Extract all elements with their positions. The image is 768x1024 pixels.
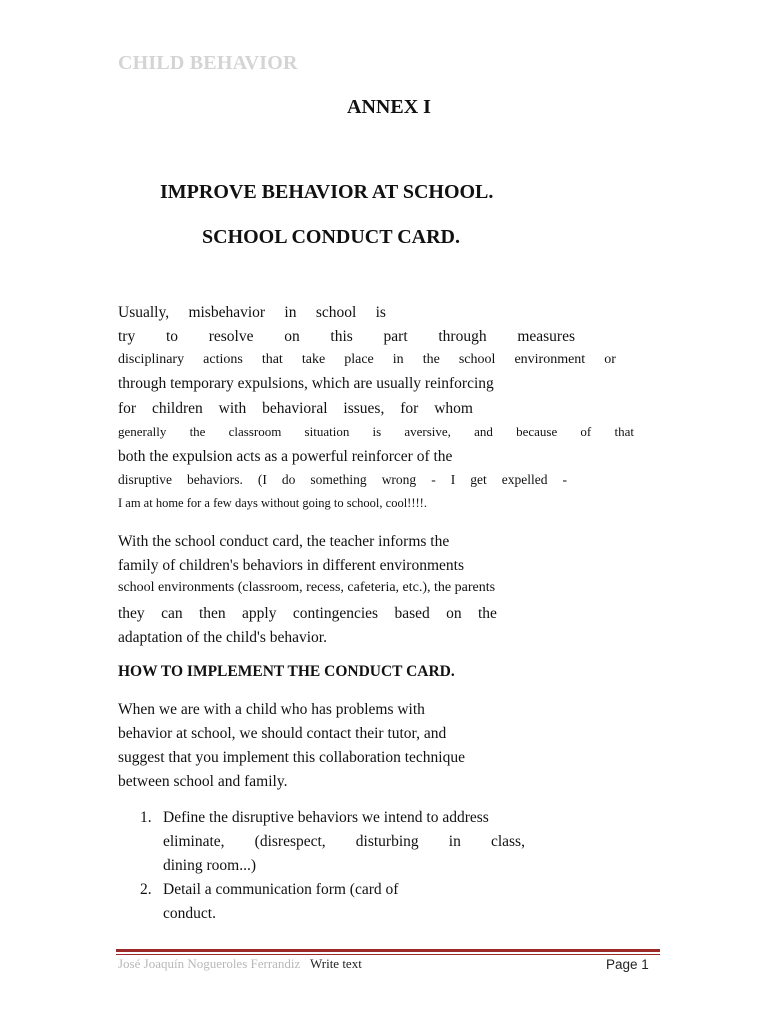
word: I (450, 472, 456, 487)
word: disruptive (118, 472, 172, 487)
word: or (604, 352, 616, 367)
word: of (580, 424, 592, 439)
list-item-2-line-2: conduct. (163, 905, 216, 922)
word: actions (203, 352, 243, 367)
word: generally (118, 424, 167, 439)
paragraph-3-line-2: behavior at school, we should contact their tutor, and (118, 725, 447, 742)
word: whom (434, 400, 473, 417)
list-item-1-line-1: Define the disruptive behaviors we intend to address (163, 809, 489, 826)
paragraph-2-line-5: adaptation of the child's behavior. (118, 629, 327, 646)
list-item-1-line-3: dining room...) (163, 857, 256, 874)
word: disciplinary (118, 352, 185, 367)
word: classroom (228, 424, 282, 439)
word: something (310, 472, 367, 487)
word: the (189, 424, 206, 439)
word: school (315, 304, 357, 321)
paragraph-1-line-2 (118, 328, 575, 346)
word: school (458, 352, 496, 367)
annex-title: ANNEX I (347, 96, 431, 118)
paragraph-1-line-4: through temporary expulsions, which are usually reinforcing (118, 375, 494, 392)
paragraph-1-line-5 (118, 400, 473, 418)
word: the (422, 352, 440, 367)
word: with (218, 400, 247, 417)
word: on (284, 328, 300, 345)
word: get (470, 472, 487, 487)
document-title-line-1: IMPROVE BEHAVIOR AT SCHOOL. (160, 181, 494, 203)
word: resolve (208, 328, 254, 345)
word: contingencies (292, 605, 379, 622)
word: situation (304, 424, 350, 439)
word: class, (490, 833, 525, 850)
word: that (614, 424, 634, 439)
word: for (118, 400, 137, 417)
paragraph-1-line-6 (118, 424, 634, 440)
paragraph-1-line-8 (118, 472, 567, 488)
paragraph-2-line-1: With the school conduct card, the teacher informs the (118, 533, 450, 550)
word: take (301, 352, 326, 367)
list-item-1-number: 1. (140, 809, 152, 826)
word: try (118, 328, 136, 345)
word: in (392, 352, 404, 367)
word: - (562, 472, 567, 487)
word: Usually, (118, 304, 170, 321)
word: expelled (501, 472, 548, 487)
paragraph-2-line-4 (118, 605, 497, 623)
word: eliminate, (163, 833, 225, 850)
word: (I (257, 472, 267, 487)
paragraph-3-line-3: suggest that you implement this collaboration technique (118, 749, 465, 766)
word: part (383, 328, 408, 345)
word: based (394, 605, 430, 622)
word: they (118, 605, 145, 622)
list-item-2-number: 2. (140, 881, 152, 898)
list-item-1-line-2 (163, 833, 525, 851)
document-title-line-2: SCHOOL CONDUCT CARD. (202, 226, 460, 248)
word: is (375, 304, 386, 321)
word: on (446, 605, 462, 622)
list-item-2-line-1: Detail a communication form (card of (163, 881, 399, 898)
word: issues, (343, 400, 385, 417)
word: environment (514, 352, 586, 367)
footer-rule (116, 949, 660, 952)
word: to (165, 328, 178, 345)
word: in (284, 304, 297, 321)
word: aversive, (404, 424, 451, 439)
word: through (438, 328, 487, 345)
section-heading: HOW TO IMPLEMENT THE CONDUCT CARD. (118, 663, 455, 680)
word: is (372, 424, 382, 439)
word: behavioral (262, 400, 328, 417)
paragraph-1-line-9: I am at home for a few days without going to school, cool!!!!. (118, 496, 427, 510)
word: place (344, 352, 374, 367)
word: for (400, 400, 419, 417)
paragraph-3-line-4: between school and family. (118, 773, 288, 790)
word: the (477, 605, 497, 622)
word: (disrespect, (254, 833, 326, 850)
word: this (330, 328, 353, 345)
paragraph-1-line-3 (118, 352, 616, 368)
paragraph-1-line-1 (118, 304, 386, 322)
word: behaviors. (187, 472, 243, 487)
word: children (151, 400, 203, 417)
paragraph-2-line-3: school environments (classroom, recess, cafeteria, etc.), the parents (118, 580, 496, 595)
word: do (281, 472, 296, 487)
word: in (448, 833, 461, 850)
word: can (161, 605, 183, 622)
paragraph-2-line-2: family of children's behaviors in different environments (118, 557, 464, 574)
word: measures (517, 328, 575, 345)
page-number: Page 1 (606, 957, 649, 972)
word: that (261, 352, 283, 367)
paragraph-3-line-1: When we are with a child who has problems with (118, 701, 425, 718)
paragraph-1-line-7: both the expulsion acts as a powerful reinforcer of the (118, 448, 453, 465)
footer-write-text: Write text (310, 956, 362, 971)
word: because (516, 424, 558, 439)
word: disturbing (355, 833, 419, 850)
word: and (474, 424, 493, 439)
footer-rule-thin (116, 954, 660, 955)
word: wrong (381, 472, 417, 487)
running-header: CHILD BEHAVIOR (118, 52, 298, 74)
word: apply (242, 605, 277, 622)
footer-author: José Joaquín Nogueroles Ferrandiz (118, 956, 301, 971)
word: misbehavior (188, 304, 266, 321)
word: then (198, 605, 226, 622)
word: - (431, 472, 436, 487)
